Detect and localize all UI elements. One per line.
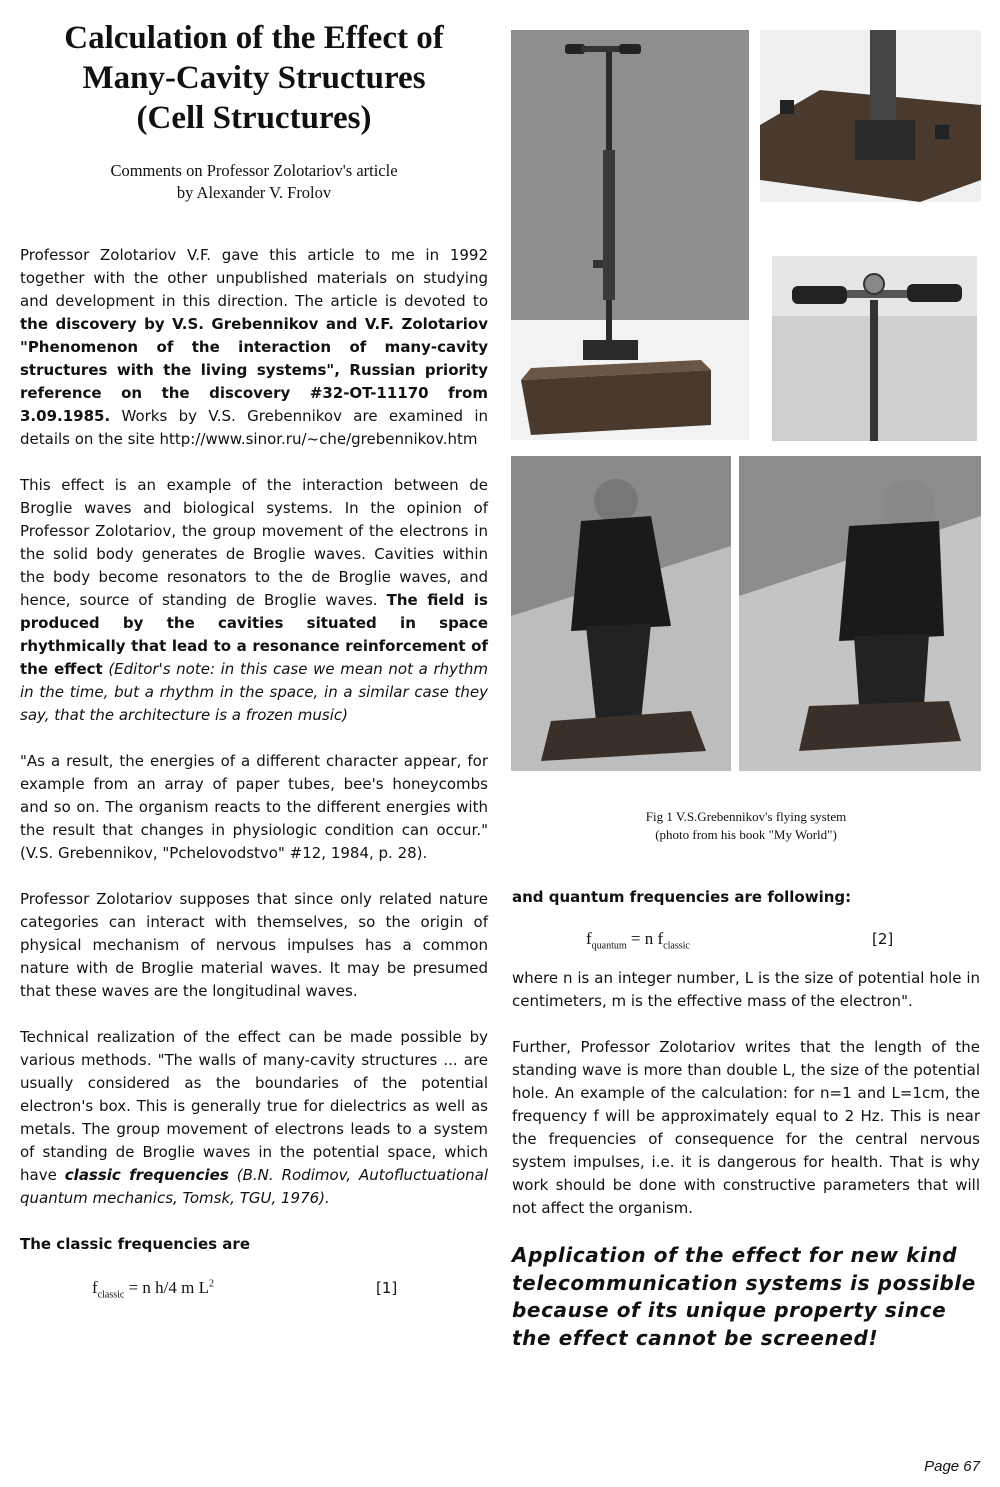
caption-line-2: (photo from his book "My World"): [655, 827, 837, 842]
grebennikov-1-illustration: [511, 456, 731, 771]
formula-2: [512, 929, 980, 955]
left-column: [20, 18, 488, 1304]
figure-caption: [512, 808, 980, 844]
title-line-1: Calculation of the Effect of: [64, 20, 444, 56]
paragraph-4: Professor Zolotariov supposes that since only related nature categories can interact with themselves, so the origin of physical mechanism of nervous impulses has a common nature with de Broglie material waves. It may be presumed that these waves are the longitudinal waves.: [20, 890, 488, 1000]
classic-frequencies-heading: The classic frequencies are: [20, 1235, 250, 1253]
paragraph-right-2: Further, Professor Zolotariov writes that the length of the standing wave is more than double L, the size of the potential hole. An example of the calculation: for n=1 and L=1cm, the frequency f will be approximately equal to 2 Hz. This is near the frequencies of consequence for the central nervous system impulses, i.e. it is dangerous for health. That is why work should be done with constructive parameters that will not affect the organism.: [512, 1038, 980, 1217]
right-column-text: [512, 886, 980, 1352]
p1-text-2: Works by V.S. Grebennikov are examined in details on the site http://www.sinor.ru/~che/grebennikov.htm: [20, 407, 488, 448]
quantum-frequencies-heading: and quantum frequencies are following:: [512, 888, 852, 906]
paragraph-1: [20, 244, 488, 451]
photo-device-handlebar: [772, 256, 977, 441]
photo-grebennikov-standing-1: [511, 456, 731, 771]
paragraph-2: [20, 474, 488, 727]
p1-text-1: Professor Zolotariov V.F. gave this article to me in 1992 together with the other unpublished materials on studying and development in this direction. The article is devoted to: [20, 246, 488, 310]
article-subtitle: [20, 160, 488, 204]
formula-1-expression: [92, 1278, 214, 1300]
p5-italic: (B.N. Rodimov, Autofluctuational quantum mechanics, Tomsk, TGU, 1976).: [20, 1166, 488, 1207]
subtitle-line-2: by Alexander V. Frolov: [176, 183, 332, 202]
p2-text-1: This effect is an example of the interaction between de Broglie waves and biological systems. In the opinion of Professor Zolotariov, the group movement of the electrons in the solid body generates de Broglie waves. Cavities within the body become resonators to the de Broglie waves, and hence, source of standing de Broglie waves.: [20, 476, 488, 609]
formula-1-symbol: f: [92, 1278, 98, 1297]
page-number: Page 67: [924, 1458, 980, 1475]
highlight-statement: Application of the effect for new kind telecommunication systems is possible because of its unique property since the effect cannot be screened!: [512, 1243, 976, 1350]
formula-2-subscript: quantum: [591, 940, 627, 952]
device-full-illustration: [511, 30, 749, 440]
subtitle-line-1: Comments on Professor Zolotariov's article: [110, 161, 398, 180]
title-line-3: (Cell Structures): [136, 100, 372, 136]
formula-1-number: [1]: [376, 1279, 398, 1297]
paragraph-3: "As a result, the energies of a different character appear, for example from an array of paper tubes, bee's honeycombs and so on. The organism reacts to the different energies with the result that changes in physiologic condition can occur." (V.S. Grebennikov, "Pchelovodstvo" #12, 1984, p. 28).: [20, 752, 488, 862]
paragraph-5: [20, 1026, 488, 1210]
formula-2-number: [2]: [872, 930, 894, 948]
formula-2-subscript-2: classic: [663, 940, 690, 952]
formula-1: [20, 1278, 488, 1304]
article-title: [20, 18, 488, 138]
device-base-illustration: [760, 30, 981, 202]
p5-text-1: Technical realization of the effect can be made possible by various methods. "The walls of many-cavity structures ... are usually considered as the boundaries of the potential electron's box. This is generally true for dielectrics as well as metals. The group movement of electrons leads to a system of standing de Broglie waves in the potential space, which have: [20, 1028, 488, 1184]
photo-grebennikov-standing-2: [739, 456, 981, 771]
p2-italic: (Editor's note: in this case we mean not a rhythm in the time, but a rhythm in the space, in a similar case they say, that the architecture is a frozen music): [20, 660, 488, 724]
p5-bold-italic: classic frequencies: [64, 1166, 229, 1184]
photo-device-base: [760, 30, 981, 202]
formula-2-symbol: f: [586, 929, 592, 948]
formula-1-superscript: 2: [209, 1278, 214, 1290]
formula-2-body: = n f: [626, 929, 664, 948]
formula-2-expression: [586, 929, 690, 951]
p1-bold: the discovery by V.S. Grebennikov and V.F. Zolotariov "Phenomenon of the interaction of many-cavity structures with the living systems", Russian priority reference on the discovery #32-OT-11170 from 3.09.1985.: [20, 315, 488, 425]
caption-line-1: Fig 1 V.S.Grebennikov's flying system: [645, 809, 847, 824]
grebennikov-2-illustration: [739, 456, 981, 771]
formula-1-subscript: classic: [97, 1289, 125, 1301]
p2-bold: The field is produced by the cavities situated in space rhythmically that lead to a resonance reinforcement of the effect: [20, 591, 488, 678]
paragraph-right-1: where n is an integer number, L is the size of potential hole in centimeters, m is the effective mass of the electron".: [512, 969, 980, 1010]
photo-device-full: [511, 30, 749, 440]
formula-1-body: = n h/4 m L: [124, 1278, 209, 1297]
device-handlebar-illustration: [772, 256, 977, 441]
title-line-2: Many-Cavity Structures: [82, 60, 426, 96]
